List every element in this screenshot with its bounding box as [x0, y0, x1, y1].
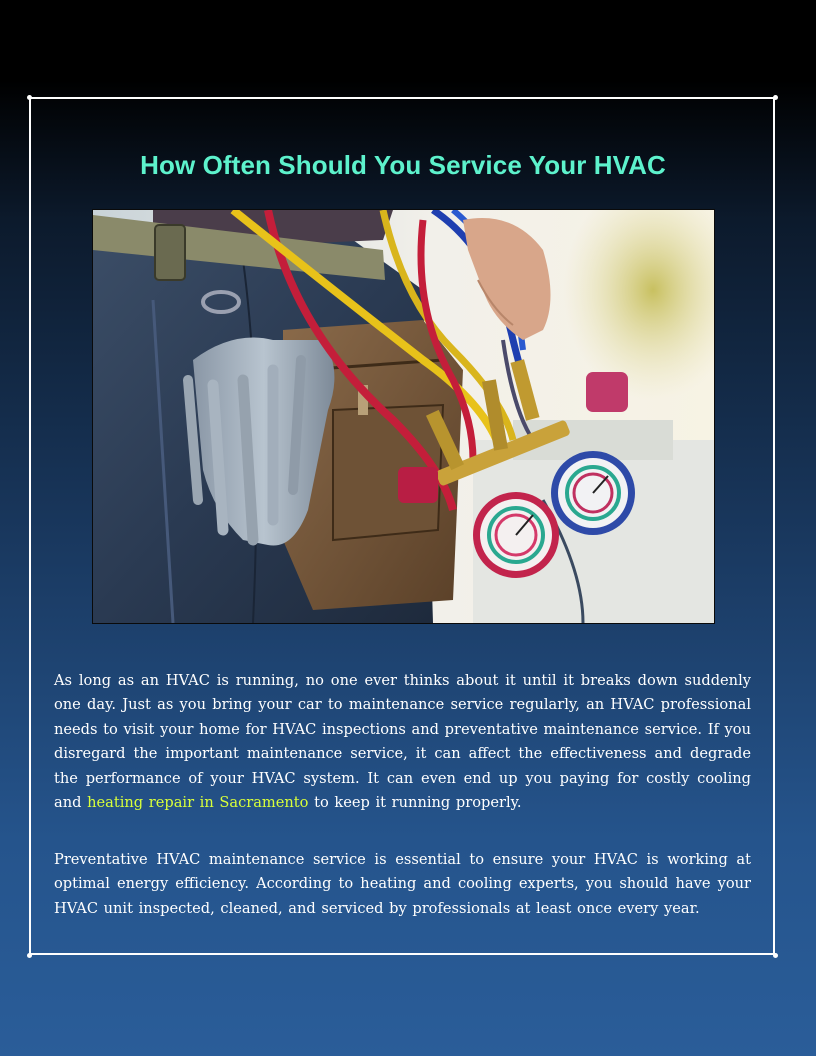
heating-repair-link[interactable]: heating repair in Sacramento: [87, 794, 309, 812]
intro-text-after-link: to keep it running properly.: [308, 794, 522, 812]
intro-paragraph: [54, 669, 751, 815]
frame-corner-top-left: [27, 95, 32, 100]
page-title: How Often Should You Service Your HVAC: [140, 150, 666, 180]
hvac-technician-photo: [92, 209, 715, 624]
frame-corner-bottom-left: [27, 953, 32, 958]
frame-corner-top-right: [773, 95, 778, 100]
frame-corner-bottom-right: [773, 953, 778, 958]
maintenance-paragraph: Preventative HVAC maintenance service is essential to ensure your HVAC is working at optimal energy efficiency. According to heating and cooling experts, you should have your HVAC unit inspected, cleaned, and serviced by professionals at least once every year.: [54, 851, 751, 917]
intro-text-before-link: As long as an HVAC is running, no one ever thinks about it until it breaks down suddenly one day. Just as you bring your car to maintenance service regularly, an HVAC professional needs to visit your home for HVAC inspections and preventative maintenance service. If you disregard the important maintenance service, it can affect the effectiveness and degrade the performance of your HVAC system. It can even end up you paying for costly cooling and: [54, 672, 751, 812]
